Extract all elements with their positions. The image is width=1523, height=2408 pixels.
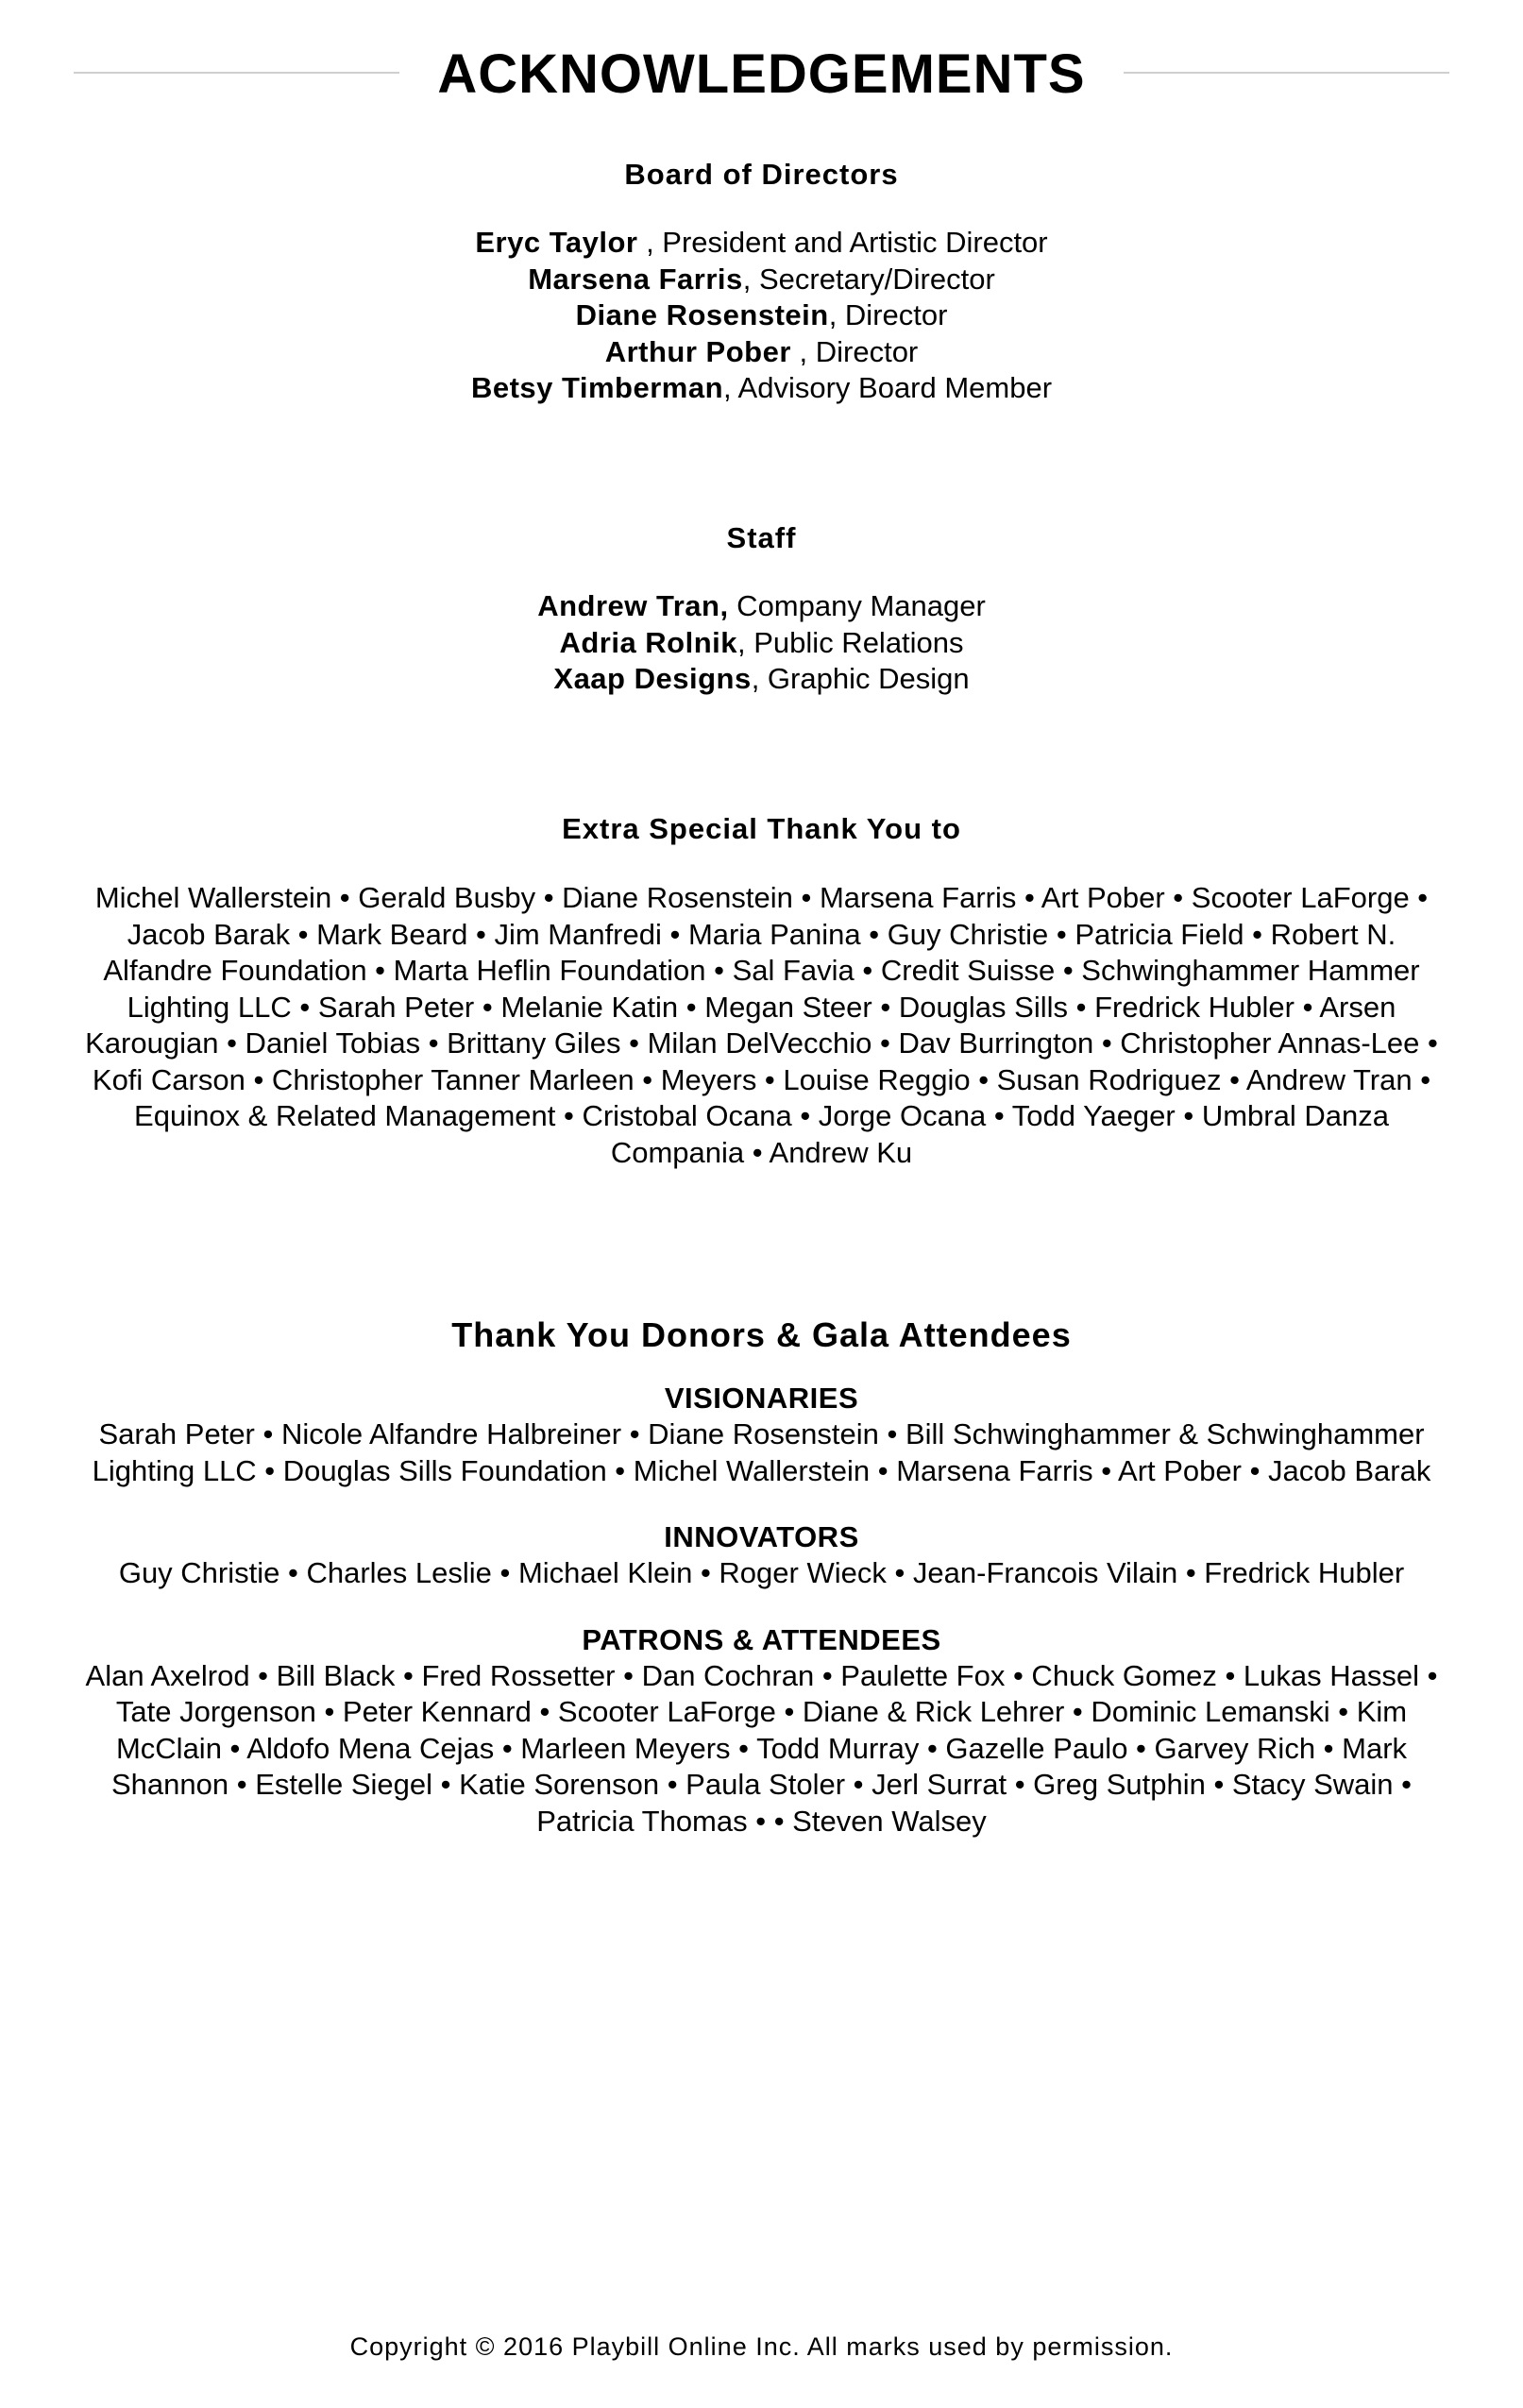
member-role: , Director (828, 298, 948, 331)
member-name: Adria Rolnik (559, 625, 738, 659)
board-section (0, 156, 1523, 407)
staff-member (0, 661, 1523, 698)
donor-tier-patrons (0, 1622, 1523, 1840)
tier-heading: INNOVATORS (664, 1520, 859, 1553)
staff-heading: Staff (726, 521, 797, 554)
member-name: Xaap Designs (553, 662, 752, 695)
member-role: , Secretary/Director (742, 262, 995, 296)
board-member (0, 225, 1523, 262)
tier-heading: PATRONS & ATTENDEES (582, 1622, 941, 1656)
member-role: , Director (790, 334, 919, 368)
page-title: ACKNOWLEDGEMENTS (437, 43, 1086, 105)
special-thanks-section (0, 810, 1523, 1171)
member-name: Andrew Tran, (537, 589, 729, 622)
member-name: Betsy Timberman (470, 371, 724, 404)
donor-tier-visionaries (0, 1381, 1523, 1489)
tier-text: Alan Axelrod • Bill Black • Fred Rossetter • Dan Cochran • Paulette Fox • Chuck Gomez • Lukas Hassel • Tate Jorgenson • Peter Kennard • Scooter LaForge • Diane & Rick Lehrer • Dominic Lemanski • Kim McClain • Aldofo Mena Cejas • Marleen Meyers • Todd Murray • Gazelle Paulo • Garvey Rich • Mark Shannon • Estelle Siegel • Katie Sorenson • Paula Stoler • Jerl Surrat • Greg Sutphin • Stacy Swain • Patricia Thomas • • Steven Walsey (85, 1658, 1438, 1838)
member-role: Company Manager (728, 589, 986, 622)
board-member (0, 262, 1523, 298)
title-rule-right (1124, 72, 1449, 74)
board-list (0, 225, 1523, 407)
staff-list (0, 588, 1523, 698)
board-member (0, 297, 1523, 334)
member-name: Diane Rosenstein (575, 298, 829, 331)
board-member (0, 370, 1523, 407)
tier-heading: VISIONARIES (664, 1382, 859, 1415)
board-heading: Board of Directors (624, 158, 899, 191)
member-role: , Graphic Design (751, 662, 970, 695)
staff-section (0, 519, 1523, 698)
special-thanks-text: Michel Wallerstein • Gerald Busby • Diane Rosenstein • Marsena Farris • Art Pober • Scooter LaForge • Jacob Barak • Mark Beard • Jim Manfredi • Maria Panina • Guy Christie • Patricia Field • Robert N. Alfandre Foundation • Marta Heflin Foundation • Sal Favia • Credit Suisse • Schwinghammer Hammer Lighting LLC • Sarah Peter • Melanie Katin • Megan Steer • Douglas Sills • Fredrick Hubler • Arsen Karougian • Daniel Tobias • Brittany Giles • Milan DelVecchio • Dav Burrington • Christopher Annas-Lee • Kofi Carson • Christopher Tanner Marleen • Meyers • Louise Reggio • Susan Rodriguez • Andrew Tran • Equinox & Related Management • Cristobal Ocana • Jorge Ocana • Todd Yaeger • Umbral Danza Compania • Andrew Ku (85, 881, 1438, 1169)
tier-text: Guy Christie • Charles Leslie • Michael Klein • Roger Wieck • Jean-Francois Vilain • Fredrick Hubler (118, 1556, 1405, 1589)
member-name: Arthur Pober (604, 334, 791, 368)
member-role: , Public Relations (737, 625, 964, 659)
donor-tier-innovators (0, 1519, 1523, 1592)
special-thanks-heading: Extra Special Thank You to (562, 812, 961, 845)
copyright-footer: Copyright © 2016 Playbill Online Inc. All marks used by permission. (349, 2332, 1174, 2361)
staff-member (0, 588, 1523, 625)
donors-section (0, 1314, 1523, 1840)
tier-text: Sarah Peter • Nicole Alfandre Halbreiner • Diane Rosenstein • Bill Schwinghammer & Schwinghammer Lighting LLC • Douglas Sills Foundation • Michel Wallerstein • Marsena Farris • Art Pober • Jacob Barak (92, 1417, 1431, 1487)
member-role: , President and Artistic Director (637, 226, 1048, 259)
member-role: , Advisory Board Member (723, 371, 1053, 404)
member-name: Eryc Taylor (475, 226, 638, 259)
member-name: Marsena Farris (528, 262, 743, 296)
title-row (0, 38, 1523, 113)
staff-member (0, 625, 1523, 662)
donors-heading: Thank You Donors & Gala Attendees (451, 1315, 1072, 1354)
title-rule-left (74, 72, 399, 74)
board-member (0, 334, 1523, 371)
